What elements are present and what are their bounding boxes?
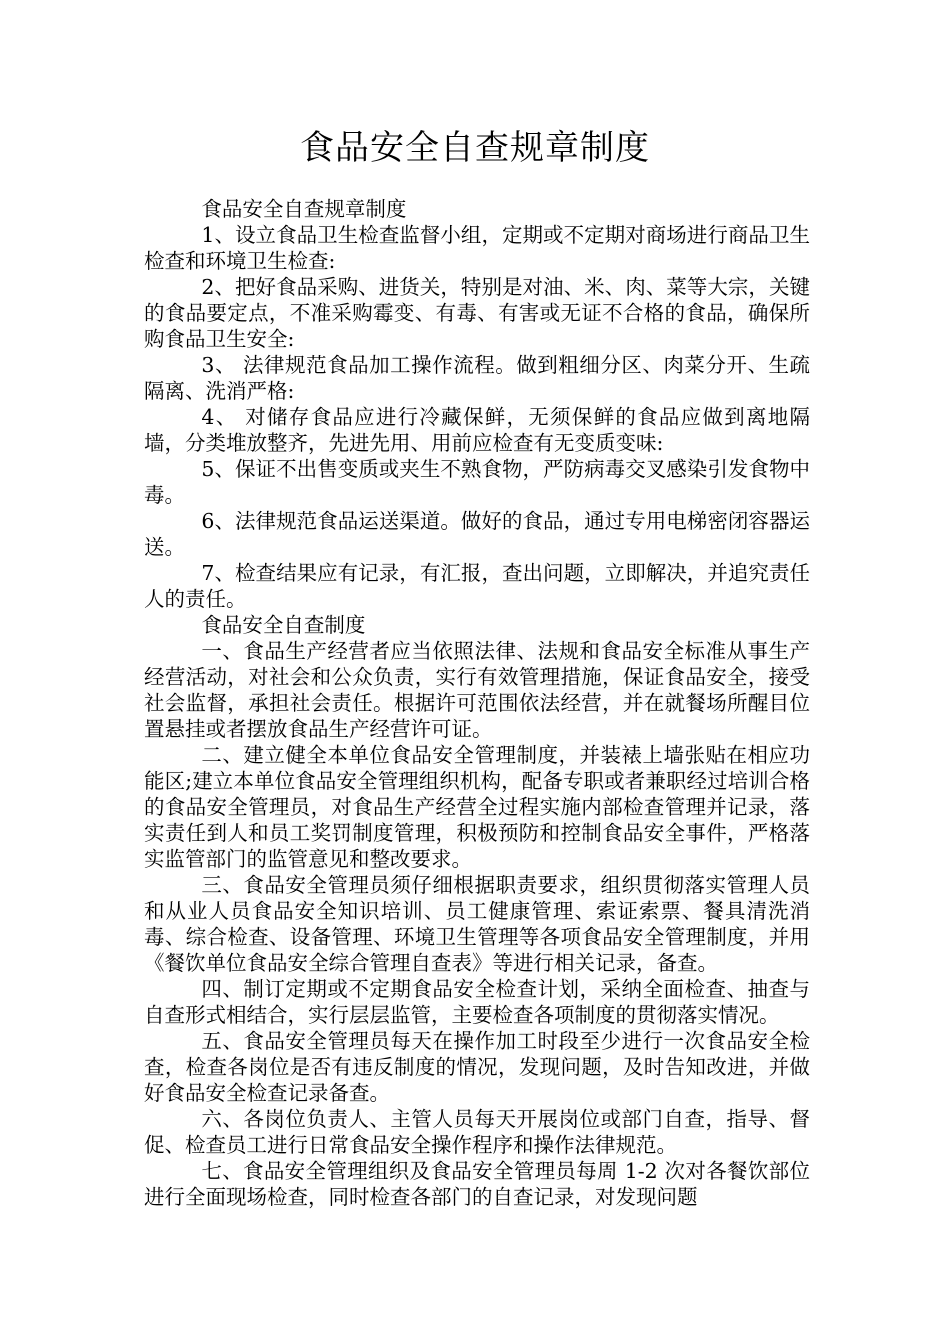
paragraph: 3、 法律规范食品加工操作流程。做到粗细分区、肉菜分开、生疏隔离、洗消严格: — [144, 353, 810, 403]
paragraph-heading: 食品安全自查规章制度 — [201, 197, 407, 221]
paragraph: 七、食品安全管理组织及食品安全管理员每周 1-2 次对各餐饮部位进行全面现场检查，同时检查各部门的自查记录，对发现问题 — [144, 1159, 810, 1209]
paragraph: 一、食品生产经营者应当依照法律、法规和食品安全标准从事生产经营活动，对社会和公众负责，实行有效管理措施，保证食品安全，接受社会监督，承担社会责任。根据许可范围依法经营，并在就餐场所醒目位置悬挂或者摆放食品生产经营许可证。 — [144, 639, 810, 741]
document-body — [144, 196, 810, 1210]
paragraph-heading: 食品安全自查制度 — [201, 613, 366, 637]
page-title: 食品安全自查规章制度 — [300, 128, 650, 168]
paragraph: 5、保证不出售变质或夹生不熟食物，严防病毒交叉感染引发食物中毒。 — [144, 457, 810, 507]
paragraph: 2、把好食品采购、进货关，特别是对油、米、肉、菜等大宗，关键的食品要定点，不准采购霉变、有毒、有害或无证不合格的食品，确保所购食品卫生安全: — [144, 275, 810, 351]
paragraph: 二、建立健全本单位食品安全管理制度，并装裱上墙张贴在相应功能区;建立本单位食品安全管理组织机构，配备专职或者兼职经过培训合格的食品安全管理员，对食品生产经营全过程实施内部检查管理并记录，落实责任到人和员工奖罚制度管理，积极预防和控制食品安全事件，严格落实监管部门的监管意见和整改要求。 — [144, 743, 810, 871]
paragraph: 4、 对储存食品应进行冷藏保鲜，无须保鲜的食品应做到离地隔墙，分类堆放整齐，先进先用、用前应检查有无变质变味: — [144, 405, 810, 455]
paragraph: 6、法律规范食品运送渠道。做好的食品，通过专用电梯密闭容器运送。 — [144, 509, 810, 559]
paragraph: 四、制订定期或不定期食品安全检查计划，采纳全面检查、抽查与自查形式相结合，实行层层监管，主要检查各项制度的贯彻落实情况。 — [144, 977, 810, 1027]
paragraph: 五、食品安全管理员每天在操作加工时段至少进行一次食品安全检查，检查各岗位是否有违反制度的情况，发现问题，及时告知改进，并做好食品安全检查记录备查。 — [144, 1029, 810, 1105]
paragraph: 六、各岗位负责人、主管人员每天开展岗位或部门自查，指导、督促、检查员工进行日常食品安全操作程序和操作法律规范。 — [144, 1107, 810, 1157]
paragraph: 1、设立食品卫生检查监督小组，定期或不定期对商场进行商品卫生检查和环境卫生检查: — [144, 223, 810, 273]
paragraph: 7、检查结果应有记录，有汇报，查出问题，立即解决，并追究责任人的责任。 — [144, 561, 810, 611]
paragraph: 三、食品安全管理员须仔细根据职责要求，组织贯彻落实管理人员和从业人员食品安全知识培训、员工健康管理、索证索票、餐具清洗消毒、综合检查、设备管理、环境卫生管理等各项食品安全管理制度，并用《餐饮单位食品安全综合管理自查表》等进行相关记录，备查。 — [144, 873, 810, 975]
